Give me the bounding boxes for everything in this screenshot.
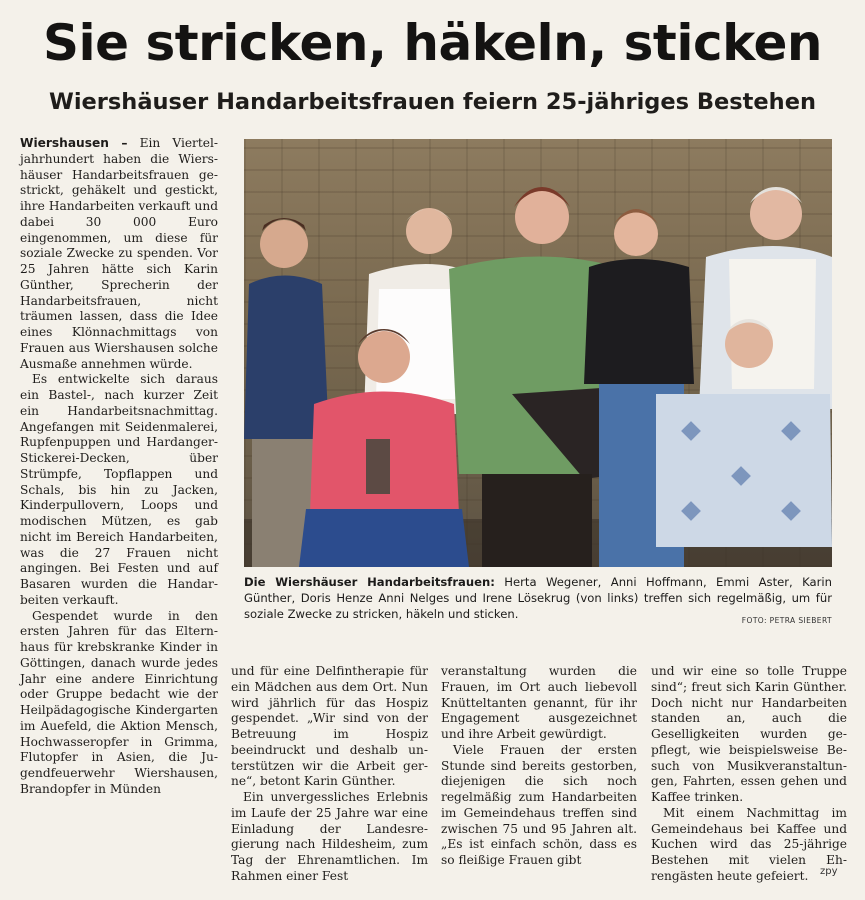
subheadline: Wiershäuser Handarbeitsfrauen feiern 25-jähriges Bestehen <box>49 89 816 115</box>
headline: Sie stricken, häkeln, sticken <box>42 14 823 72</box>
caption-lead: Die Wiershäuser Handarbeitsfrauen: <box>244 575 495 589</box>
caption-text: Herta Wegener, Anni Hoffmann, Emmi Aster, Karin Günther, Doris Henze Anni Nelges und Irene Lösekrug (von links) treffen sich regelmäßig, um für soziale Zwecke zu stricken, häkeln und sticken. <box>244 575 832 621</box>
article-column-4 <box>651 664 847 885</box>
photo-credit: FOTO: PETRA SIEBERT <box>741 616 832 625</box>
paragraph: Viele Frauen der ersten Stunde sind bereits gestorben, diejenigen die sich noch regelmäßig zum Handarbeiten im Gemeindehaus treffen sind zwischen 75 und 95 Jahren alt. „Es ist einfach schön, dass es so fleißige Frauen gibt <box>441 742 637 867</box>
photo-caption <box>244 574 832 622</box>
paragraph-text: Ein Vierteljahrhundert haben die Wiershäuser Handarbeitsfrauen gestrickt, gehäkelt und gestickt, ihre Handarbeiten verkauft und dabei 30 000 Euro eingenommen, um diese für soziale Zwecke zu spenden. Vor 25 Jahren hätte sich Karin Günther, Sprecherin der Handarbeitsfrauen, nicht träumen lassen, dass die Idee eines Klönnachmittags von Frauen aus Wiershausen solche Ausmaße annehmen würde. <box>20 136 219 371</box>
dateline: Wiershausen – <box>20 136 128 150</box>
author-signature: zpy <box>820 866 838 877</box>
paragraph: Mit einem Nachmittag im Gemeindehaus bei Kaffee und Kuchen wird das 25-jährige Bestehen mit vielen Ehrengästen heute gefeiert. <box>651 805 847 883</box>
paragraph: Es entwickelte sich daraus ein Bastel-, nach kurzer Zeit ein Handarbeitsnachmittag. Angefangen mit Seidenmalerei, Rupfenpuppen und Hardanger-Stickerei-Decken, über Strümpfe, Topflappen und Schals, bis hin zu Jacken, Kinderpullovern, Loops und modischen Mützen, es gab nicht im Bereich Handarbeiten, was die 27 Frauen nicht angingen. Bei Festen und auf Basaren wurden die Handarbeiten verkauft. <box>20 372 218 607</box>
paragraph: veranstaltung wurden die Frauen, im Ort auch liebevoll Knütteltanten genannt, für ihr Engagement ausgezeichnet und ihre Arbeit gewürdigt. <box>441 664 637 741</box>
article-column-2 <box>231 664 428 885</box>
article-column-1 <box>20 136 218 798</box>
article-column-3 <box>441 664 637 869</box>
paragraph <box>20 136 218 372</box>
paragraph: Gespendet wurde in den ersten Jahren für das Elternhaus für krebskranke Kinder in Göttingen, danach wurde jedes Jahr eine andere Einrichtung oder Gruppe bedacht wie der Heilpädagogische Kindergarten im Auefeld, die Aktion Mensch, Hochwasseropfer in Grimma, Flutopfer in Asien, die Jugendfeuerwehr Wiershausen, Brandopfer in Münden <box>20 608 218 796</box>
group-photo <box>244 139 832 567</box>
paragraph: und wir eine so tolle Truppe sind“; freut sich Karin Günther. Doch nicht nur Handarbeiten standen an, auch die Geselligkeiten wurden gepflegt, wie beispielsweise Besuch von Musikveranstaltungen, Fahrten, essen gehen und Kaffee trinken. <box>651 664 847 804</box>
paragraph: und für eine Delfintherapie für ein Mädchen aus dem Ort. Nun wird jährlich für das Hospiz gespendet. „Wir sind von der Betreuung im Hospiz beeindruckt und deshalb unterstützen wir die Arbeit gerne“, betont Karin Günther. <box>231 664 428 789</box>
photo-illustration <box>244 139 832 567</box>
paragraph: Ein unvergessliches Erlebnis im Laufe der 25 Jahre war eine Einladung der Landesregierung nach Hildesheim, zum Tag der Ehrenamtlichen. Im Rahmen einer Fest <box>231 790 428 883</box>
